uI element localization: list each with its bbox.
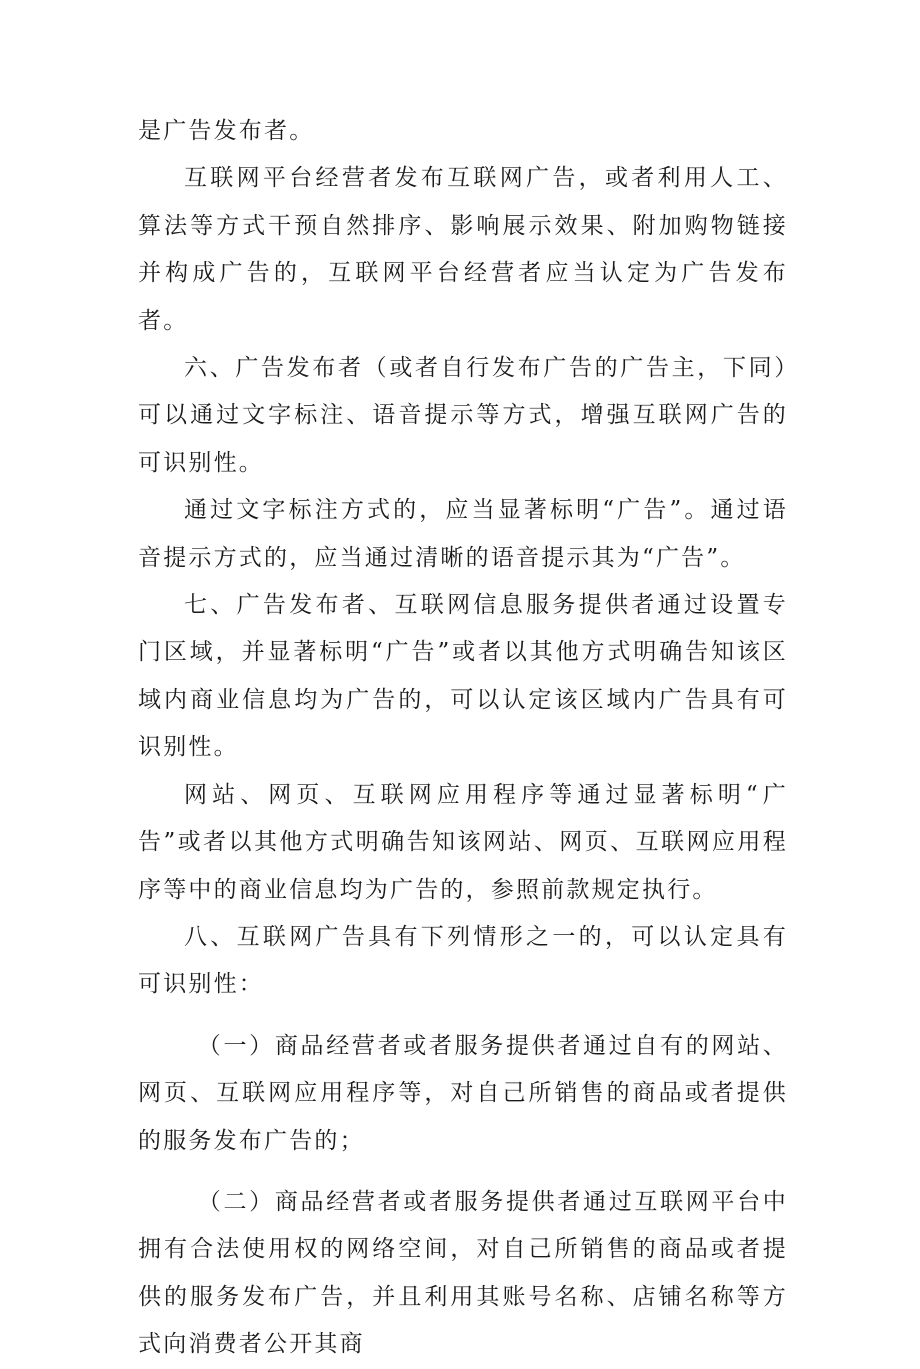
paragraph-section-six: 六、广告发布者（或者自行发布广告的广告主，下同）可以通过文字标注、语音提示等方式，增强互联网广告的可识别性。 <box>138 355 788 476</box>
document-body <box>138 108 788 1369</box>
list-item-one: （一）商品经营者或者服务提供者通过自有的网站、网页、互联网应用程序等，对自己所销售的商品或者提供的服务发布广告的； <box>138 1032 788 1154</box>
paragraph-websites-apps: 网站、网页、互联网应用程序等通过显著标明“广告”或者以其他方式明确告知该网站、网页、互联网应用程序等中的商业信息均为广告的，参照前款规定执行。 <box>138 781 788 903</box>
paragraph-continuation: 是广告发布者。 <box>138 118 315 144</box>
list-item-two: （二）商品经营者或者服务提供者通过互联网平台中拥有合法使用权的网络空间，对自己所销售的商品或者提供的服务发布广告，并且利用其账号名称、店铺名称等方式向消费者公开其商 <box>138 1188 788 1358</box>
paragraph-section-eight: 八、互联网广告具有下列情形之一的，可以认定具有可识别性： <box>138 923 788 998</box>
paragraph-platform-operator: 互联网平台经营者发布互联网广告，或者利用人工、算法等方式干预自然排序、影响展示效果、附加购物链接并构成广告的，互联网平台经营者应当认定为广告发布者。 <box>138 165 788 334</box>
paragraph-text-label-method: 通过文字标注方式的，应当显著标明“广告”。通过语音提示方式的，应当通过清晰的语音提示其为“广告”。 <box>138 497 788 571</box>
paragraph-section-seven: 七、广告发布者、互联网信息服务提供者通过设置专门区域，并显著标明“广告”或者以其他方式明确告知该区域内商业信息均为广告的，可以认定该区域内广告具有可识别性。 <box>138 592 788 761</box>
